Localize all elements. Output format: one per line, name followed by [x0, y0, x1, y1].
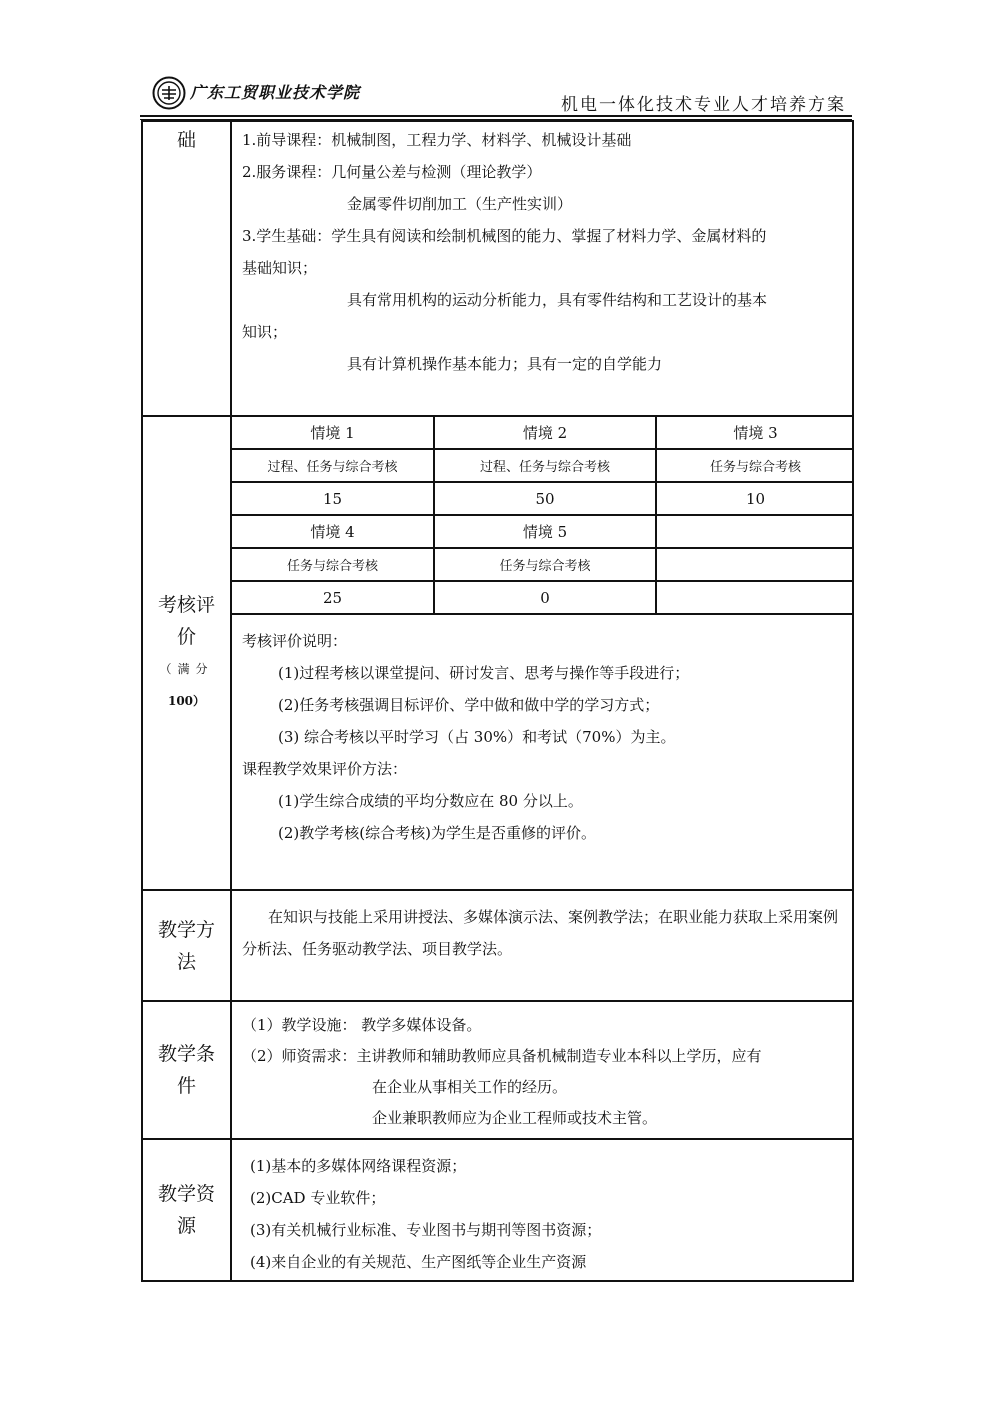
grid-row-score: [232, 482, 854, 515]
grid-cell: 25: [232, 581, 434, 614]
grid-row-method: [232, 449, 854, 482]
assessment-note: (1)过程考核以课堂提问、研讨发言、思考与操作等手段进行；: [278, 664, 690, 682]
assessment-content-cell: [231, 416, 853, 890]
conditions-label-cell: [142, 1001, 231, 1139]
conditions-line: （1）教学设施： 教学多媒体设备。: [242, 1016, 482, 1034]
school-logo-icon: [152, 76, 186, 110]
grid-cell: 任务与综合考核: [232, 548, 434, 581]
resources-line: (2)CAD 专业软件；: [250, 1189, 386, 1207]
grid-cell: 过程、任务与综合考核: [232, 449, 434, 482]
grid-cell: [656, 515, 854, 548]
grid-row-scenario: [232, 417, 854, 449]
resources-row: [142, 1139, 853, 1281]
grid-cell: 过程、任务与综合考核: [434, 449, 656, 482]
resources-label-cell: [142, 1139, 231, 1281]
assessment-note: (2)教学考核(综合考核)为学生是否重修的评价。: [278, 824, 596, 842]
resources-line: (3)有关机械行业标准、专业图书与期刊等图书资源；: [250, 1221, 602, 1239]
assessment-label-cell: [142, 416, 231, 890]
methods-label-line1: 教学方: [157, 918, 215, 941]
basis-label-cell: [142, 121, 231, 416]
grid-row-scenario: [232, 515, 854, 548]
grid-cell: 0: [434, 581, 656, 614]
grid-cell: [656, 548, 854, 581]
assessment-row: [142, 416, 853, 890]
assessment-note: (2)任务考核强调目标评价、学中做和做中学的学习方式；: [278, 696, 660, 714]
methods-text: 在知识与技能上采用讲授法、多媒体演示法、案例教学法；在职业能力获取上采用案例分析法、任务驱动教学法、项目教学法。: [242, 908, 839, 958]
conditions-label-line1: 教学条: [157, 1043, 215, 1065]
assessment-label-total: 100）: [167, 694, 206, 708]
grid-cell: [656, 581, 854, 614]
assessment-note: 考核评价说明：: [242, 632, 348, 650]
grid-cell: 情境 4: [232, 515, 434, 548]
methods-label-line2: 法: [176, 950, 196, 973]
grid-cell: 情境 5: [434, 515, 656, 548]
school-name: 广东工贸职业技术学院: [190, 83, 361, 102]
methods-label-cell: [142, 890, 231, 1001]
assessment-note: (1)学生综合成绩的平均分数应在 80 分以上。: [278, 792, 583, 810]
basis-line: 基础知识；: [242, 259, 318, 277]
resources-label-line1: 教学资: [157, 1183, 215, 1205]
basis-line: 具有计算机操作基本能力；具有一定的自学能力: [347, 355, 663, 373]
assessment-label-line2: 价: [176, 626, 196, 648]
resources-label-line2: 源: [176, 1215, 196, 1237]
basis-line: 2.服务课程：几何量公差与检测（理论教学）: [242, 163, 542, 181]
basis-line: 金属零件切削加工（生产性实训）: [347, 195, 573, 213]
grid-cell: 50: [434, 482, 656, 515]
conditions-row: [142, 1001, 853, 1139]
grid-cell: 情境 2: [434, 417, 656, 449]
assessment-score-grid: [232, 417, 854, 615]
methods-row: [142, 890, 853, 1001]
basis-content-cell: [231, 121, 853, 416]
resources-content-cell: [231, 1139, 853, 1281]
course-table: [141, 120, 854, 1282]
conditions-line: 企业兼职教师应为企业工程师或技术主管。: [372, 1109, 658, 1127]
basis-line: 知识；: [242, 323, 288, 341]
basis-label: 础: [176, 129, 196, 151]
conditions-content-cell: [231, 1001, 853, 1139]
grid-cell: 情境 1: [232, 417, 434, 449]
grid-row-score: [232, 581, 854, 614]
assessment-note: 课程教学效果评价方法：: [242, 760, 408, 778]
page-header: [140, 68, 852, 118]
conditions-label-line2: 件: [176, 1075, 196, 1097]
grid-cell: 15: [232, 482, 434, 515]
basis-line: 3.学生基础：学生具有阅读和绘制机械图的能力、掌握了材料力学、金属材料的: [242, 227, 767, 245]
assessment-label-sub: （满分: [159, 662, 214, 676]
conditions-line: 在企业从事相关工作的经历。: [372, 1078, 568, 1096]
document-title: 机电一体化技术专业人才培养方案: [561, 95, 846, 115]
assessment-label-line1: 考核评: [157, 594, 215, 616]
assessment-note: (3) 综合考核以平时学习（占 30%）和考试（70%）为主。: [278, 728, 676, 746]
grid-cell: 任务与综合考核: [656, 449, 854, 482]
conditions-line: （2）师资需求：主讲教师和辅助教师应具备机械制造专业本科以上学历，应有: [242, 1047, 762, 1065]
methods-content-cell: [231, 890, 853, 1001]
basis-line: 具有常用机构的运动分析能力，具有零件结构和工艺设计的基本: [347, 291, 768, 309]
basis-row: [142, 121, 853, 416]
basis-line: 1.前导课程：机械制图，工程力学、材料学、机械设计基础: [242, 131, 632, 149]
resources-line: (4)来自企业的有关规范、生产图纸等企业生产资源: [250, 1253, 587, 1271]
grid-cell: 10: [656, 482, 854, 515]
grid-cell: 情境 3: [656, 417, 854, 449]
grid-cell: 任务与综合考核: [434, 548, 656, 581]
grid-row-method: [232, 548, 854, 581]
resources-line: (1)基本的多媒体网络课程资源；: [250, 1157, 467, 1175]
header-rule-thick: [140, 115, 852, 117]
